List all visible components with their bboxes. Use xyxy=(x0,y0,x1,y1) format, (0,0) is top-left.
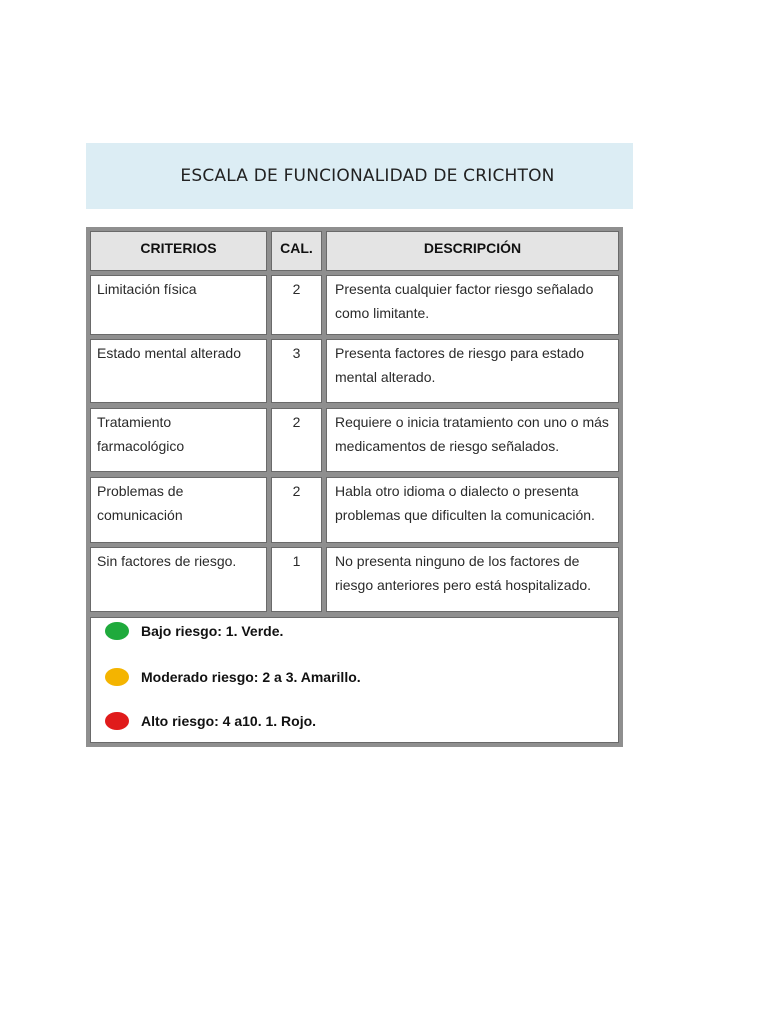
row-1-cal: 2 xyxy=(271,275,322,335)
page-title: ESCALA DE FUNCIONALIDAD DE CRICHTON xyxy=(180,166,555,186)
row-3-criterio: Tratamiento farmacológico xyxy=(90,408,267,472)
red-dot-icon xyxy=(105,712,129,730)
row-2-descripcion: Presenta factores de riesgo para estado mental alterado. xyxy=(326,339,619,403)
header-descripcion: DESCRIPCIÓN xyxy=(326,231,619,271)
legend-item-low xyxy=(105,622,283,640)
criteria-table xyxy=(86,227,623,747)
legend-item-high xyxy=(105,712,316,730)
header-criterios: CRITERIOS xyxy=(90,231,267,271)
row-2-criterio: Estado mental alterado xyxy=(90,339,267,403)
yellow-dot-icon xyxy=(105,668,129,686)
row-1-criterio: Limitación física xyxy=(90,275,267,335)
row-3-cal: 2 xyxy=(271,408,322,472)
row-5-cal: 1 xyxy=(271,547,322,612)
row-2-cal: 3 xyxy=(271,339,322,403)
row-5-criterio: Sin factores de riesgo. xyxy=(90,547,267,612)
row-3-descripcion: Requiere o inicia tratamiento con uno o más medicamentos de riesgo señalados. xyxy=(326,408,619,472)
row-4-cal: 2 xyxy=(271,477,322,543)
legend-label-moderate: Moderado riesgo: 2 a 3. Amarillo. xyxy=(141,669,361,685)
header-cal: CAL. xyxy=(271,231,322,271)
risk-legend xyxy=(90,617,619,743)
row-1-descripcion: Presenta cualquier factor riesgo señalado como limitante. xyxy=(326,275,619,335)
row-4-criterio: Problemas de comunicación xyxy=(90,477,267,543)
legend-item-moderate xyxy=(105,668,361,686)
green-dot-icon xyxy=(105,622,129,640)
legend-label-high: Alto riesgo: 4 a10. 1. Rojo. xyxy=(141,713,317,729)
row-4-descripcion: Habla otro idioma o dialecto o presenta problemas que dificulten la comunicación. xyxy=(326,477,619,543)
title-banner xyxy=(86,143,633,209)
legend-label-low: Bajo riesgo: 1. Verde. xyxy=(141,623,284,639)
row-5-descripcion: No presenta ninguno de los factores de riesgo anteriores pero está hospitalizado. xyxy=(326,547,619,612)
